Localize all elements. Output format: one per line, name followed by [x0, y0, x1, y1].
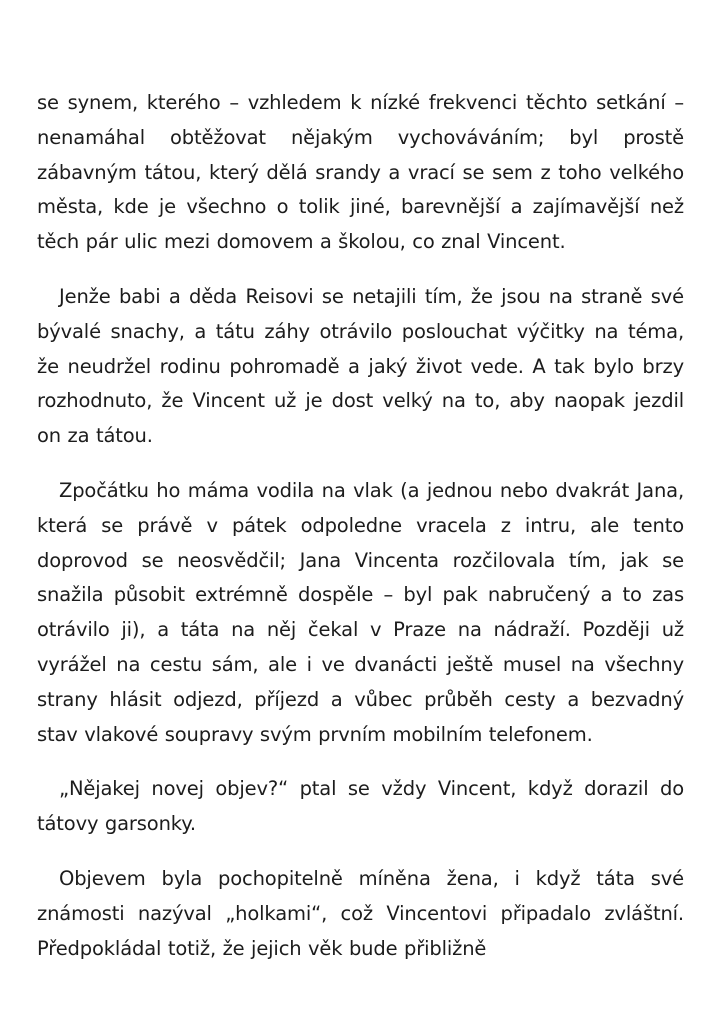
paragraph-2: Jenže babi a děda Reisovi se netajili tím, že jsou na straně své bývalé snachy, a tátu záhy otrávilo poslouchat výčitky na téma, že neudržel rodinu pohromadě a jaký život vede. A tak bylo brzy rozhodnuto, že Vincent už je dost velký na to, aby naopak jezdil on za tátou.: [37, 284, 684, 448]
paragraph-3: Zpočátku ho máma vodila na vlak (a jednou nebo dvakrát Jana, která se právě v pátek odpoledne vracela z intru, ale tento doprovod se neosvědčil; Jana Vincenta rozčilovala tím, jak se snažila působit extrémně dospěle – byl pak nabručený a to zas otrávilo ji), a táta na něj čekal v Praze na nádraží. Později už vyrážel na cestu sám, ale i ve dvanácti ještě musel na všechny strany hlásit odjezd, příjezd a vůbec průběh cesty a bezvadný stav vlakové soupravy svým prvním mobilním telefonem.: [37, 478, 684, 746]
paragraph-1: se synem, kterého – vzhledem k nízké frekvenci těchto setkání – nenamáhal obtěžovat nějakým vychováváním; byl prostě zábavným tátou, který dělá srandy a vrací se sem z toho velkého města, kde je všechno o tolik jiné, barevnější a zajímavější než těch pár ulic mezi domovem a školou, co znal Vincent.: [37, 91, 684, 254]
book-page: [37, 86, 684, 986]
paragraph-4: „Nějakej novej objev?“ ptal se vždy Vincent, když dorazil do tátovy garsonky.: [37, 777, 684, 836]
paragraph-5: Objevem byla pochopitelně míněna žena, i když táta své známosti nazýval „holkami“, což Vincentovi připadalo zvláštní. Předpokládal totiž, že jejich věk bude přibližně: [37, 866, 684, 960]
